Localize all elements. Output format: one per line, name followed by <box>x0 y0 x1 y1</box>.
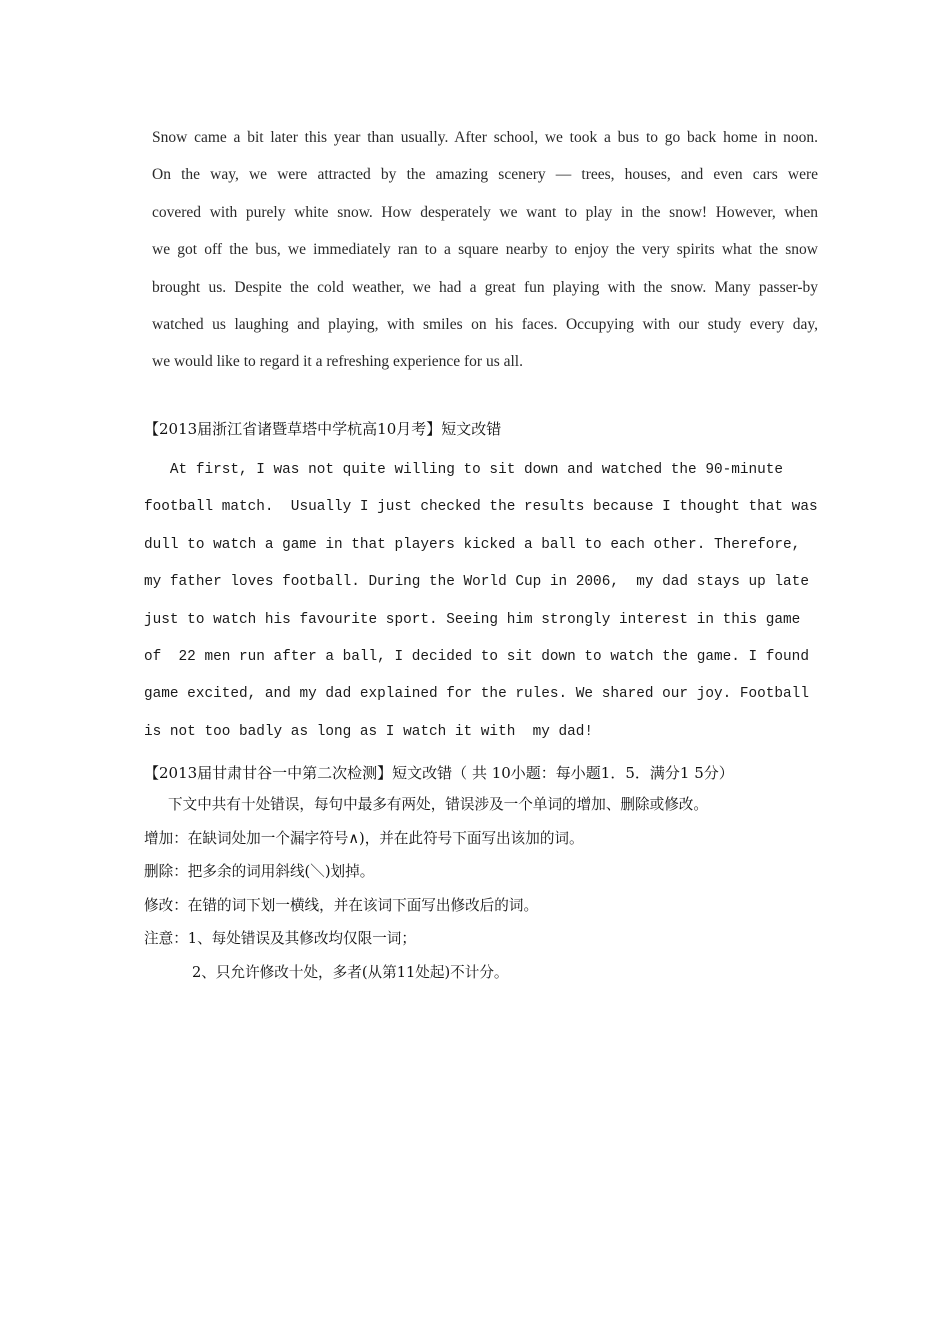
passage-line: On the way, we were attracted by the amazing scenery — trees, houses, and even cars were <box>152 166 818 184</box>
instruction-line: 注意：1、每处错误及其修改均仅限一词； <box>144 930 416 947</box>
passage-line: game excited, and my dad explained for the rules. We shared our joy. Football <box>144 686 809 703</box>
passage-snow <box>152 126 818 388</box>
instruction-line: 2、只允许修改十处，多者(从第11处起)不计分。 <box>192 963 509 981</box>
instructions <box>144 795 844 996</box>
passage-line: we got off the bus, we immediately ran to a square nearby to enjoy the very spirits what the snow <box>152 241 818 259</box>
section-heading-gansu: 【2013届甘肃甘谷一中第二次检测】短文改错（ 共 10小题：每小题1．5．满分1 5分） <box>144 764 734 782</box>
passage-line: watched us laughing and playing, with smiles on his faces. Occupying with our study every day, <box>152 315 818 333</box>
passage-line: brought us. Despite the cold weather, we had a great fun playing with the snow. Many passer-by <box>152 278 818 296</box>
passage-line: Snow came a bit later this year than usually. After school, we took a bus to go back home in noon. <box>152 129 818 146</box>
passage-line: dull to watch a game in that players kicked a ball to each other. Therefore, <box>144 536 801 553</box>
section-heading-zhejiang: 【2013届浙江省诸暨草塔中学杭高10月考】短文改错 <box>144 420 502 438</box>
instruction-line: 增加：在缺词处加一个漏字符号∧)，并在此符号下面写出该加的词。 <box>144 829 584 847</box>
instruction-line: 下文中共有十处错误，每句中最多有两处，错误涉及一个单词的增加、删除或修改。 <box>168 796 708 813</box>
instruction-line: 删除：把多余的词用斜线(＼)划掉。 <box>144 863 375 880</box>
passage-football <box>144 460 824 759</box>
passage-line: my father loves football. During the World Cup in 2006, my dad stays up late <box>144 574 809 591</box>
passage-line: covered with purely white snow. How desperately we want to play in the snow! However, when <box>152 203 818 221</box>
passage-line: we would like to regard it a refreshing experience for us all. <box>152 353 523 371</box>
passage-line: just to watch his favourite sport. Seeing him strongly interest in this game <box>144 611 801 628</box>
passage-line: is not too badly as long as I watch it with my dad! <box>144 723 594 740</box>
passage-line: football match. Usually I just checked the results because I thought that was <box>144 499 818 516</box>
passage-line: At first, I was not quite willing to sit down and watched the 90-minute <box>144 462 784 478</box>
passage-line: of 22 men run after a ball, I decided to sit down to watch the game. I found <box>144 648 809 665</box>
instruction-line: 修改：在错的词下划一横线，并在该词下面写出修改后的词。 <box>144 896 539 914</box>
